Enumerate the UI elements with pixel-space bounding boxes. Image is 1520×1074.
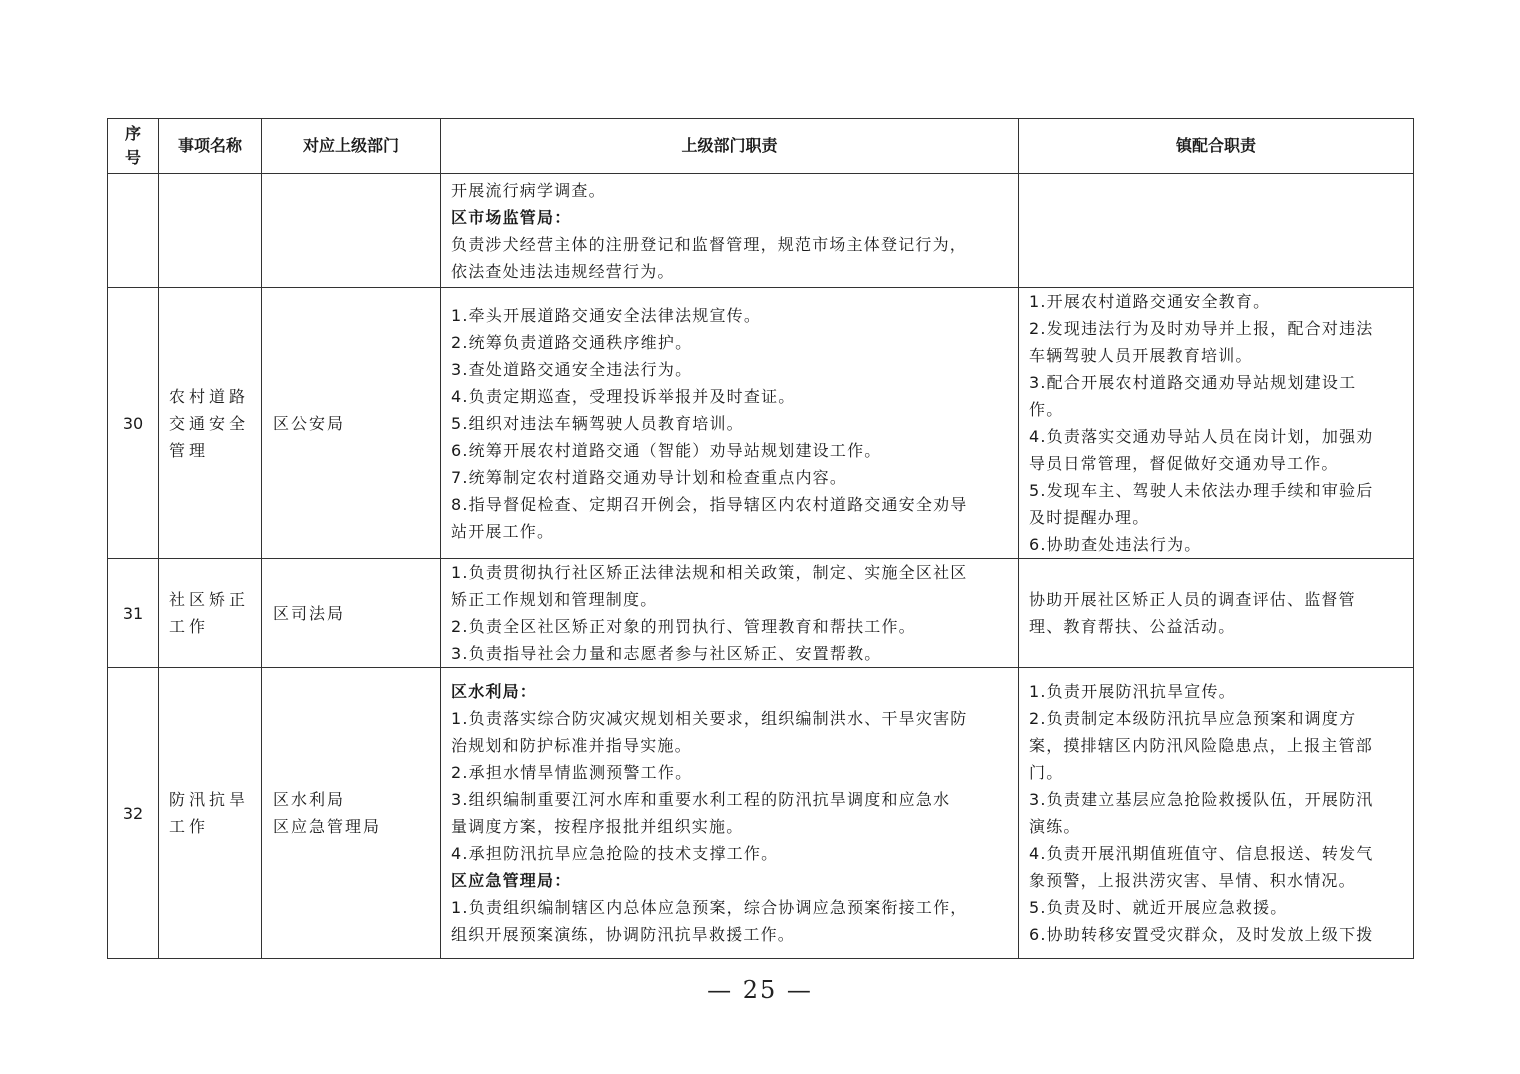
town-line: 理、教育帮扶、公益活动。 bbox=[1029, 617, 1236, 636]
town-line: 3.配合开展农村道路交通劝导站规划建设工 bbox=[1029, 373, 1357, 392]
town-line: 及时提醒办理。 bbox=[1029, 508, 1150, 527]
town-line: 2.发现违法行为及时劝导并上报，配合对违法 bbox=[1029, 319, 1374, 338]
cell-index: 30 bbox=[108, 288, 159, 559]
cell-name bbox=[159, 174, 262, 288]
duty-line: 1.负责贯彻执行社区矫正法律法规和相关政策，制定、实施全区社区 bbox=[451, 563, 968, 582]
duty-line: 2.统筹负责道路交通秩序维护。 bbox=[451, 332, 693, 352]
duty-line: 依法查处违法违规经营行为。 bbox=[451, 262, 675, 281]
header-superior-duty: 上级部门职责 bbox=[441, 119, 1019, 174]
duty-line: 1.负责落实综合防灾减灾规划相关要求，组织编制洪水、干旱灾害防 bbox=[451, 709, 968, 728]
page-number: — 25 — bbox=[707, 976, 813, 1004]
cell-duty bbox=[441, 174, 1019, 288]
duty-dept-heading: 区市场监管局： bbox=[451, 208, 572, 227]
header-item-name: 事项名称 bbox=[159, 119, 262, 174]
table-row bbox=[108, 288, 1414, 559]
cell-duty bbox=[441, 288, 1019, 559]
cell-duty bbox=[441, 668, 1019, 959]
cell-index: 32 bbox=[108, 668, 159, 959]
town-line: 6.协助转移安置受灾群众，及时发放上级下拨 bbox=[1029, 925, 1374, 944]
town-line: 4.负责落实交通劝导站人员在岗计划，加强劝 bbox=[1029, 427, 1374, 446]
duty-line: 矫正工作规划和管理制度。 bbox=[451, 590, 658, 609]
town-line: 车辆驾驶人员开展教育培训。 bbox=[1029, 346, 1253, 365]
cell-dept: 区司法局 bbox=[262, 559, 441, 668]
duty-line: 5.组织对违法车辆驾驶人员教育培训。 bbox=[451, 413, 744, 433]
town-line: 5.发现车主、驾驶人未依法办理手续和审验后 bbox=[1029, 481, 1374, 500]
table-header-row bbox=[108, 119, 1414, 174]
cell-name: 社区矫正 工作 bbox=[159, 559, 262, 668]
cell-index bbox=[108, 174, 159, 288]
duty-line: 3.组织编制重要江河水库和重要水利工程的防汛抗旱调度和应急水 bbox=[451, 790, 951, 809]
table-row bbox=[108, 559, 1414, 668]
duty-line: 治规划和防护标准并指导实施。 bbox=[451, 736, 692, 755]
cell-dept: 区水利局 区应急管理局 bbox=[262, 668, 441, 959]
town-line: 6.协助查处违法行为。 bbox=[1029, 535, 1202, 554]
town-line: 1.负责开展防汛抗旱宣传。 bbox=[1029, 682, 1236, 701]
duty-line: 1.牵头开展道路交通安全法律法规宣传。 bbox=[451, 305, 762, 325]
town-line: 1.开展农村道路交通安全教育。 bbox=[1029, 292, 1271, 311]
duty-line: 3.查处道路交通安全违法行为。 bbox=[451, 359, 693, 379]
town-line: 5.负责及时、就近开展应急救援。 bbox=[1029, 898, 1288, 917]
duty-dept-heading: 区应急管理局： bbox=[451, 871, 572, 890]
duty-line: 6.统筹开展农村道路交通（智能）劝导站规划建设工作。 bbox=[451, 440, 882, 460]
duty-line: 2.负责全区社区矫正对象的刑罚执行、管理教育和帮扶工作。 bbox=[451, 617, 916, 636]
duty-line: 量调度方案，按程序报批并组织实施。 bbox=[451, 817, 744, 836]
town-line: 作。 bbox=[1029, 400, 1064, 419]
town-line: 演练。 bbox=[1029, 817, 1081, 836]
duties-table bbox=[107, 118, 1414, 959]
duty-line: 负责涉犬经营主体的注册登记和监督管理，规范市场主体登记行为， bbox=[451, 235, 968, 254]
duty-line: 开展流行病学调查。 bbox=[451, 181, 606, 200]
town-line: 象预警，上报洪涝灾害、旱情、积水情况。 bbox=[1029, 871, 1356, 890]
duty-line: 4.承担防汛抗旱应急抢险的技术支撑工作。 bbox=[451, 844, 779, 863]
cell-town bbox=[1019, 288, 1414, 559]
duty-dept-heading: 区水利局： bbox=[451, 682, 538, 701]
header-index: 序号 bbox=[108, 119, 159, 174]
cell-name: 防汛抗旱 工作 bbox=[159, 668, 262, 959]
town-line: 协助开展社区矫正人员的调查评估、监督管 bbox=[1029, 590, 1356, 609]
cell-town bbox=[1019, 559, 1414, 668]
duty-line: 组织开展预案演练，协调防汛抗旱救援工作。 bbox=[451, 925, 796, 944]
cell-index: 31 bbox=[108, 559, 159, 668]
town-line: 门。 bbox=[1029, 763, 1064, 782]
header-superior-dept: 对应上级部门 bbox=[262, 119, 441, 174]
header-town-duty: 镇配合职责 bbox=[1019, 119, 1414, 174]
duty-line: 8.指导督促检查、定期召开例会，指导辖区内农村道路交通安全劝导 bbox=[451, 494, 968, 514]
duty-line: 2.承担水情旱情监测预警工作。 bbox=[451, 763, 693, 782]
cell-name: 农村道路 交通安全 管理 bbox=[159, 288, 262, 559]
cell-dept bbox=[262, 174, 441, 288]
duty-line: 3.负责指导社会力量和志愿者参与社区矫正、安置帮教。 bbox=[451, 644, 882, 663]
cell-town bbox=[1019, 174, 1414, 288]
town-line: 导员日常管理，督促做好交通劝导工作。 bbox=[1029, 454, 1339, 473]
town-line: 案，摸排辖区内防汛风险隐患点，上报主管部 bbox=[1029, 736, 1374, 755]
duty-line: 4.负责定期巡查，受理投诉举报并及时查证。 bbox=[451, 386, 796, 406]
cell-dept: 区公安局 bbox=[262, 288, 441, 559]
duty-line: 站开展工作。 bbox=[451, 521, 555, 541]
town-line: 2.负责制定本级防汛抗旱应急预案和调度方 bbox=[1029, 709, 1357, 728]
cell-duty bbox=[441, 559, 1019, 668]
duty-line: 7.统筹制定农村道路交通劝导计划和检查重点内容。 bbox=[451, 467, 848, 487]
table-row-continued bbox=[108, 174, 1414, 288]
duty-line: 1.负责组织编制辖区内总体应急预案，综合协调应急预案衔接工作， bbox=[451, 898, 968, 917]
town-line: 3.负责建立基层应急抢险救援队伍，开展防汛 bbox=[1029, 790, 1374, 809]
town-line: 4.负责开展汛期值班值守、信息报送、转发气 bbox=[1029, 844, 1374, 863]
table-row bbox=[108, 668, 1414, 959]
cell-town bbox=[1019, 668, 1414, 959]
